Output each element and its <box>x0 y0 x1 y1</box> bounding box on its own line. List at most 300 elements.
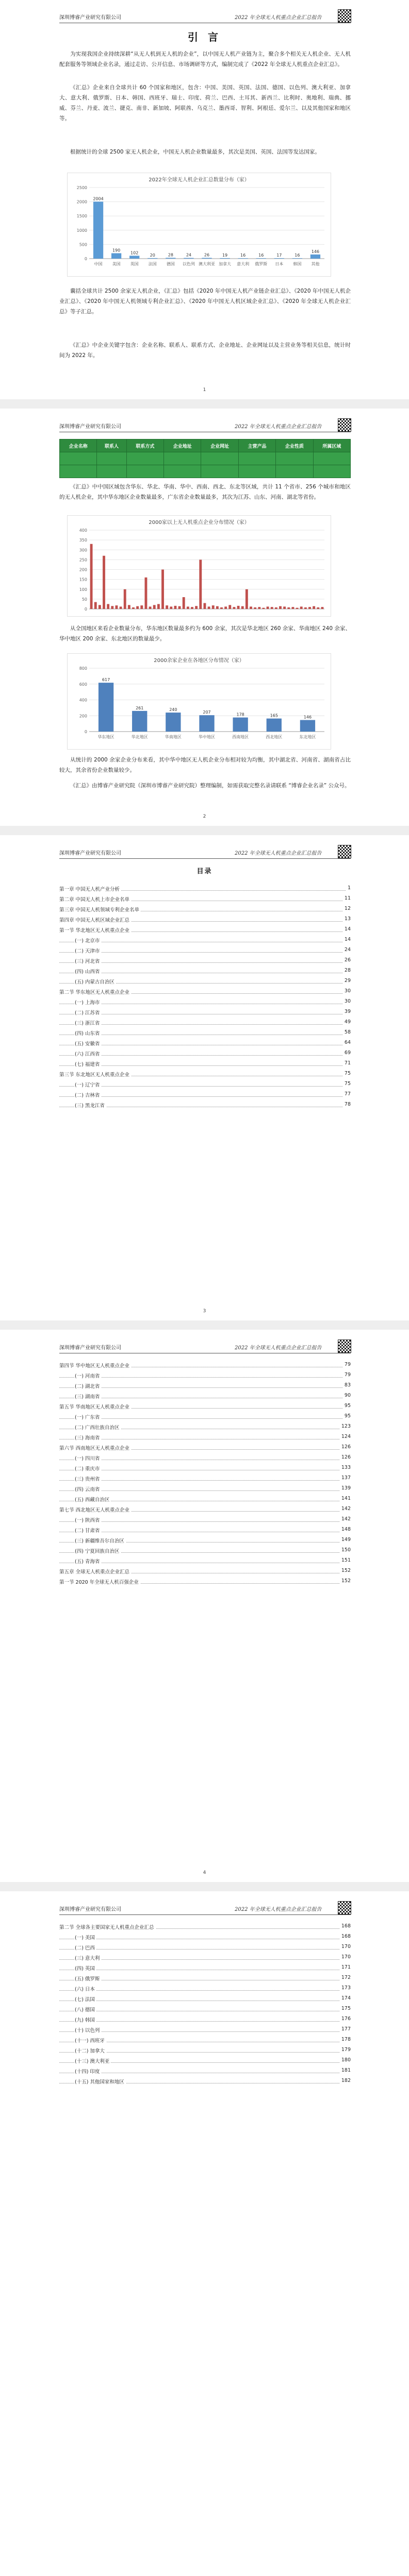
toc-entry-page: 179 <box>340 2047 351 2053</box>
bar <box>166 713 181 732</box>
toc-entry[interactable] <box>59 987 351 997</box>
toc-entry[interactable] <box>59 1922 351 1932</box>
toc-entry[interactable] <box>59 1100 351 1110</box>
toc-entry-page: 178 <box>340 2037 351 2042</box>
toc-title: 目录 <box>197 868 212 875</box>
fields-table <box>59 439 351 478</box>
bar <box>212 605 215 609</box>
toc-entry-label: (五) 青海省 <box>75 1557 101 1565</box>
data-label: 178 <box>236 712 244 717</box>
chart-key-enterprises-svg <box>68 516 331 616</box>
toc-entry-label: (十五) 其他国家和地区 <box>75 2078 126 2085</box>
toc-leader-dots <box>59 1521 351 1522</box>
toc-entry-page: 58 <box>343 1029 351 1035</box>
page-separator <box>0 399 409 409</box>
bar <box>94 602 97 609</box>
y-tick-label: 50 <box>81 597 87 602</box>
toc-entry-label: (二) 甘肃省 <box>75 1527 101 1534</box>
bar <box>271 607 273 609</box>
bar <box>124 589 126 609</box>
bar <box>300 720 315 732</box>
toc-entry-label: (三) 意大利 <box>75 1954 101 1961</box>
bar <box>178 606 181 609</box>
toc-entry-label: 第一章 中国无人机产业分析 <box>59 885 121 892</box>
bar <box>241 606 244 609</box>
bar <box>129 256 139 259</box>
bar <box>99 605 101 609</box>
header-org: 深圳博睿产业研究有限公司 <box>59 1345 121 1351</box>
table-cell <box>126 452 163 465</box>
toc-entry-label: (三) 湖南省 <box>75 1393 101 1400</box>
toc-entry[interactable] <box>59 1453 351 1463</box>
toc-entry[interactable] <box>59 1932 351 1942</box>
table-header-cell: 企业地址 <box>164 439 201 452</box>
toc-entry-label: (三) 黑龙江省 <box>75 1101 106 1109</box>
data-label: 617 <box>102 677 110 683</box>
toc-entry[interactable] <box>59 1494 351 1504</box>
toc-entry[interactable] <box>59 1546 351 1556</box>
toc-entry-page: 171 <box>340 1964 351 1970</box>
data-label: 16 <box>240 253 246 258</box>
toc-entry-page: 141 <box>340 1496 351 1501</box>
toc-entry[interactable] <box>59 2056 351 2066</box>
toc-entry[interactable] <box>59 1038 351 1048</box>
toc-entry[interactable] <box>59 1953 351 1963</box>
toc-entry[interactable] <box>59 2035 351 2045</box>
bar <box>187 606 189 609</box>
toc-entry[interactable] <box>59 1401 351 1412</box>
table-cell <box>276 465 313 478</box>
toc-leader-dots <box>59 1990 351 1991</box>
toc-entry[interactable] <box>59 1018 351 1028</box>
toc-entry[interactable] <box>59 997 351 1007</box>
body-paragraph: 从统计的 2000 余家企业分布来看，其中华中地区无人机企业分布相对较为均衡，其中湖北省、河南省、湖南省占比较大，其余省份企业数量较少。 <box>59 757 351 773</box>
toc-entry-label: (八) 德国 <box>75 2006 96 2013</box>
y-tick-label: 200 <box>79 714 87 719</box>
toc-entry[interactable] <box>59 2014 351 2025</box>
bar <box>308 607 311 609</box>
toc-entry[interactable] <box>59 1577 351 1587</box>
bar <box>107 604 109 609</box>
toc-entry-page: 174 <box>340 1995 351 2001</box>
toc-entry[interactable] <box>59 1432 351 1443</box>
page-separator <box>0 826 409 835</box>
toc-entry[interactable] <box>59 1535 351 1546</box>
data-label: 16 <box>295 253 300 258</box>
data-label: 165 <box>270 713 278 718</box>
y-tick-label: 600 <box>79 682 87 687</box>
toc-leader-dots <box>59 1377 351 1378</box>
toc-entry[interactable] <box>59 884 351 894</box>
toc-entry-label: 第六节 西南地区无人机重点企业 <box>59 1444 131 1451</box>
toc-entry[interactable] <box>59 1463 351 1473</box>
toc-leader-dots <box>59 1480 351 1481</box>
toc-leader-dots <box>59 952 351 953</box>
body-paragraph: 《汇总》由博睿产业研究院（深圳市博睿产业研究院）整理编制，如需获取完整名录请联系 “博睿企业名录” 公众号。 <box>70 783 350 789</box>
toc-entry[interactable] <box>59 1525 351 1535</box>
bar <box>148 258 157 259</box>
toc-entry-label: 第四节 华中地区无人机重点企业 <box>59 1362 131 1369</box>
bar <box>199 715 214 732</box>
bar <box>228 605 231 609</box>
x-tick-label: 西北地区 <box>266 735 283 739</box>
bar <box>310 255 320 259</box>
toc-entry[interactable] <box>59 1973 351 1984</box>
chart-global-distribution-svg <box>68 173 331 276</box>
bar <box>238 258 248 259</box>
y-tick-label: 200 <box>79 567 87 572</box>
toc-entry-page: 168 <box>340 1923 351 1929</box>
toc-entry[interactable] <box>59 1059 351 1069</box>
toc-entry-page: 168 <box>340 1934 351 1939</box>
page-header <box>0 1338 409 1356</box>
intro-paragraph: 《汇总》中企业关键字包含：企业名称、联系人、联系方式、企业地址、企业网址以及主营业务等相关信息，统计时间为 2022 年。 <box>59 342 351 359</box>
bar <box>144 578 147 609</box>
toc-entry[interactable] <box>59 1484 351 1494</box>
toc-entry-label: (三) 海南省 <box>75 1434 101 1441</box>
header-rule <box>59 1914 351 1915</box>
toc-entry-page: 49 <box>343 1019 351 1025</box>
bar <box>191 607 193 609</box>
toc-entry[interactable] <box>59 1942 351 1953</box>
toc-leader-dots <box>59 1959 351 1960</box>
toc-entry-label: 第一节 2020 年全球无人机百强企业 <box>59 1578 140 1585</box>
data-label: 146 <box>311 249 320 254</box>
toc-entry[interactable] <box>59 1381 351 1391</box>
bar <box>103 556 105 609</box>
page-header <box>0 1900 409 1918</box>
toc-entry-label: (六) 江西省 <box>75 1050 101 1057</box>
toc-entry[interactable] <box>59 1566 351 1577</box>
bar <box>304 607 307 609</box>
toc-entry-label: 第七节 西北地区无人机重点企业 <box>59 1506 131 1513</box>
toc-leader-dots <box>59 1949 351 1950</box>
toc-entry-page: 30 <box>343 988 351 994</box>
toc-entry[interactable] <box>59 1028 351 1038</box>
page-header <box>0 417 409 435</box>
toc-entry-page: 75 <box>343 1081 351 1087</box>
toc-entry[interactable] <box>59 1994 351 2004</box>
data-label: 261 <box>136 705 144 710</box>
toc-leader-dots <box>59 1024 351 1025</box>
toc-entry-page: 77 <box>343 1091 351 1097</box>
bar <box>195 606 198 609</box>
table-cell <box>60 465 97 478</box>
toc-entry-page: 126 <box>340 1444 351 1450</box>
toc-entry-label: (一) 美国 <box>75 1934 96 1941</box>
toc-entry-page: 152 <box>340 1568 351 1573</box>
x-tick-label: 日本 <box>275 262 284 266</box>
toc-entry[interactable] <box>59 2004 351 2014</box>
bar <box>199 560 202 609</box>
toc-entry-page: 142 <box>340 1516 351 1522</box>
toc-entry-page: 69 <box>343 1050 351 1056</box>
toc-entry[interactable] <box>59 956 351 966</box>
bar <box>128 605 130 609</box>
toc-entry-label: (五) 内蒙古自治区 <box>75 978 116 985</box>
bar <box>208 606 210 609</box>
toc-entry[interactable] <box>59 925 351 935</box>
bar <box>275 607 277 609</box>
bar <box>166 258 175 259</box>
toc-entry-page: 12 <box>343 906 351 911</box>
toc-entry-label: 第二节 华东地区无人机重点企业 <box>59 988 131 995</box>
x-tick-label: 以色列 <box>182 262 195 266</box>
x-tick-label: 华南地区 <box>165 735 182 739</box>
table-of-contents <box>59 1360 351 1587</box>
chart-regional-distribution-svg <box>68 654 331 749</box>
toc-entry-label: (七) 福建省 <box>75 1060 101 1067</box>
toc-entry-page: 180 <box>340 2057 351 2063</box>
toc-entry[interactable] <box>59 1412 351 1422</box>
toc-entry-page: 133 <box>340 1465 351 1470</box>
x-tick-label: 俄罗斯 <box>255 262 268 266</box>
table-cell <box>276 452 313 465</box>
toc-entry-page: 150 <box>340 1547 351 1553</box>
toc-entry-label: (四) 山西省 <box>75 968 101 975</box>
toc-entry[interactable] <box>59 1984 351 1994</box>
toc-entry-label: (一) 北京市 <box>75 937 101 944</box>
bar <box>250 606 252 609</box>
toc-entry-page: 11 <box>343 895 351 901</box>
x-tick-label: 西南地区 <box>232 735 249 739</box>
toc-entry-page: 148 <box>340 1527 351 1532</box>
toc-entry-label: (七) 法国 <box>75 1995 96 2003</box>
toc-entry[interactable] <box>59 2045 351 2056</box>
toc-entry-label: (三) 河北省 <box>75 957 101 964</box>
table-of-contents <box>59 1922 351 2087</box>
table-cell <box>201 465 238 478</box>
toc-entry-page: 142 <box>340 1506 351 1512</box>
y-tick-label: 0 <box>84 607 87 612</box>
toc-entry[interactable] <box>59 1048 351 1059</box>
toc-entry-page: 176 <box>340 2016 351 2022</box>
x-tick-label: 德国 <box>166 262 175 266</box>
header-rule <box>59 858 351 859</box>
table-cell <box>238 465 275 478</box>
toc-entry-page: 139 <box>340 1485 351 1491</box>
toc-entry-page: 79 <box>343 1362 351 1367</box>
toc-entry-label: 第四章 中国无人机区域企业汇总 <box>59 916 131 923</box>
intro-paragraph: 根据统计的全球 2500 家无人机企业，中国无人机企业数量最多，其次是美国、英国、法国等发达国家。 <box>70 149 320 155</box>
y-tick-label: 2000 <box>76 199 87 205</box>
table-cell <box>313 465 350 478</box>
y-tick-label: 0 <box>84 730 87 734</box>
y-tick-label: 0 <box>84 257 87 261</box>
toc-entry[interactable] <box>59 976 351 987</box>
chart-title: 2000家以上无人机重点企业分布情况（家） <box>149 520 250 526</box>
data-label: 190 <box>112 248 121 253</box>
bar <box>254 607 256 609</box>
toc-entry[interactable] <box>59 1473 351 1484</box>
table-row <box>60 452 351 465</box>
toc-entry[interactable] <box>59 1556 351 1566</box>
page-number: 3 <box>203 1309 206 1314</box>
toc-entry-page: 95 <box>343 1413 351 1419</box>
toc-entry[interactable] <box>59 1090 351 1100</box>
bar <box>184 258 193 259</box>
toc-entry-page: 1 <box>346 885 351 891</box>
qr-code-icon <box>338 1340 351 1353</box>
table-cell <box>164 452 201 465</box>
chart-title: 2022年全球无人机企业汇总数量分布（家） <box>149 177 250 183</box>
toc-entry-label: (一) 上海市 <box>75 998 101 1006</box>
table-cell <box>97 452 126 465</box>
x-tick-label: 东北地区 <box>299 735 316 739</box>
table-header-cell: 联系方式 <box>126 439 163 452</box>
toc-entry[interactable] <box>59 1079 351 1090</box>
chart-regional-distribution <box>67 653 331 750</box>
header-report-title: 2022 年全球无人机重点企业汇总报告 <box>235 424 322 430</box>
y-tick-label: 1000 <box>76 228 87 233</box>
toc-entry-page: 71 <box>343 1060 351 1066</box>
header-org: 深圳博睿产业研究有限公司 <box>59 15 121 21</box>
bar <box>90 544 93 609</box>
toc-entry-page: 170 <box>340 1944 351 1950</box>
x-tick-label: 华东地区 <box>97 735 114 739</box>
intro-title: 引 言 <box>188 31 221 43</box>
toc-entry[interactable] <box>59 904 351 914</box>
toc-leader-dots <box>59 2021 351 2022</box>
bar <box>157 604 160 609</box>
bar <box>136 606 139 609</box>
toc-entry-page: 78 <box>343 1101 351 1107</box>
toc-entry-page: 28 <box>343 968 351 973</box>
bar <box>166 605 168 609</box>
y-tick-label: 400 <box>79 528 87 533</box>
toc-entry-page: 177 <box>340 2026 351 2032</box>
toc-entry-label: (五) 西藏自治区 <box>75 1496 111 1503</box>
bar <box>267 719 282 732</box>
chart-title: 2000余家企业在各地区分布情况（家） <box>154 658 244 664</box>
toc-leader-dots <box>59 1086 351 1087</box>
toc-entry[interactable] <box>59 1370 351 1381</box>
toc-entry-page: 95 <box>343 1403 351 1409</box>
toc-entry-label: (二) 江苏省 <box>75 1009 101 1016</box>
bar <box>258 607 260 609</box>
chart-key-enterprises <box>67 515 331 617</box>
toc-entry-label: (五) 安徽省 <box>75 1040 101 1047</box>
toc-entry-label: (四) 宁夏回族自治区 <box>75 1547 121 1554</box>
toc-entry-label: 第二章 中国无人机上市企业名单 <box>59 895 131 903</box>
header-report-title: 2022 年全球无人机重点企业汇总报告 <box>235 851 322 856</box>
x-tick-label: 法国 <box>148 262 157 266</box>
bar <box>111 253 121 259</box>
table-header-cell: 企业名称 <box>60 439 97 452</box>
x-tick-label: 华北地区 <box>131 735 148 739</box>
table-cell <box>164 465 201 478</box>
table-cell <box>126 465 163 478</box>
header-report-title: 2022 年全球无人机重点企业汇总报告 <box>235 15 322 21</box>
toc-entry[interactable] <box>59 894 351 904</box>
toc-entry[interactable] <box>59 2066 351 2076</box>
toc-entry-label: (二) 广西壮族自治区 <box>75 1423 121 1431</box>
bar <box>321 607 323 609</box>
table-header-cell: 主营产品 <box>238 439 275 452</box>
toc-entry-page: 83 <box>343 1382 351 1388</box>
data-label: 146 <box>303 715 312 720</box>
toc-entry[interactable] <box>59 1963 351 1973</box>
toc-entry-label: (三) 新疆维吾尔自治区 <box>75 1537 126 1544</box>
toc-entry-page: 126 <box>340 1454 351 1460</box>
bar <box>216 606 219 609</box>
y-tick-label: 2500 <box>76 185 87 190</box>
chart-global-distribution <box>67 173 331 277</box>
table-cell <box>97 465 126 478</box>
toc-entry-page: 39 <box>343 1009 351 1014</box>
toc-entry[interactable] <box>59 935 351 945</box>
data-label: 28 <box>168 252 173 258</box>
bar <box>296 608 299 609</box>
table-cell <box>313 452 350 465</box>
toc-entry[interactable] <box>59 1069 351 1079</box>
bar <box>279 606 282 609</box>
x-tick-label: 加拿大 <box>219 262 232 266</box>
body-paragraph: 从全国地区来看企业数量分布，华东地区数量最多约为 600 余家，其次是华北地区 260 余家、华南地区 240 余家、华中地区 200 余家、东北地区的数量最少。 <box>59 625 351 642</box>
toc-entry-page: 152 <box>340 1578 351 1584</box>
y-tick-label: 500 <box>79 242 87 247</box>
toc-entry[interactable] <box>59 966 351 976</box>
bar <box>153 605 156 609</box>
x-tick-label: 澳大利亚 <box>199 262 215 266</box>
bar <box>115 605 118 609</box>
bar <box>300 606 303 609</box>
x-tick-label: 韩国 <box>293 262 302 266</box>
bar <box>237 606 240 609</box>
toc-leader-dots <box>59 1490 351 1491</box>
toc-entry-label: (六) 日本 <box>75 1985 96 1992</box>
bar <box>267 606 269 609</box>
toc-entry-label: (十) 以色列 <box>75 2026 101 2033</box>
toc-entry[interactable] <box>59 2025 351 2035</box>
toc-entry-page: 175 <box>340 2006 351 2011</box>
data-label: 2004 <box>93 196 104 201</box>
toc-entry[interactable] <box>59 1422 351 1432</box>
toc-entry[interactable] <box>59 1504 351 1515</box>
toc-entry[interactable] <box>59 1443 351 1453</box>
toc-leader-dots <box>59 1418 351 1419</box>
bar <box>233 607 235 609</box>
bar <box>317 607 319 609</box>
toc-entry-page: 24 <box>343 947 351 953</box>
intro-paragraph: 囊括全球共计 2500 余家无人机企业，《汇总》包括《2020 年中国无人机产业链企业汇总》、《2020 年中国无人机企业汇总》、《2020 年中国无人机领域专利企业汇总》、《2020 年中国无人机区域企业汇总》、《2020 年全球无人机企业汇总》等子汇总。 <box>59 288 351 315</box>
y-tick-label: 800 <box>79 666 87 671</box>
toc-entry[interactable] <box>59 1007 351 1018</box>
bar <box>224 606 227 609</box>
bar <box>202 258 211 259</box>
page-number: 4 <box>203 1870 206 1875</box>
toc-entry-label: (二) 天津市 <box>75 947 101 954</box>
toc-leader-dots <box>59 2031 351 2032</box>
bar <box>174 606 176 609</box>
toc-entry[interactable] <box>59 914 351 925</box>
toc-entry[interactable] <box>59 945 351 956</box>
toc-entry-label: 第五章 全球无人机重点企业汇总 <box>59 1568 131 1575</box>
toc-entry[interactable] <box>59 1515 351 1525</box>
data-label: 20 <box>150 252 155 258</box>
toc-entry-page: 182 <box>340 2078 351 2083</box>
toc-entry[interactable] <box>59 2076 351 2087</box>
toc-entry-label: 第一节 华北地区无人机重点企业 <box>59 926 131 934</box>
toc-entry[interactable] <box>59 1360 351 1370</box>
toc-entry-label: (一) 广东省 <box>75 1413 101 1420</box>
x-tick-label: 意大利 <box>237 262 250 266</box>
toc-entry-label: (四) 山东省 <box>75 1029 101 1037</box>
toc-entry-page: 30 <box>343 998 351 1004</box>
toc-entry-label: (十三) 澳大利亚 <box>75 2057 111 2064</box>
toc-entry[interactable] <box>59 1391 351 1401</box>
toc-entry-page: 149 <box>340 1537 351 1543</box>
